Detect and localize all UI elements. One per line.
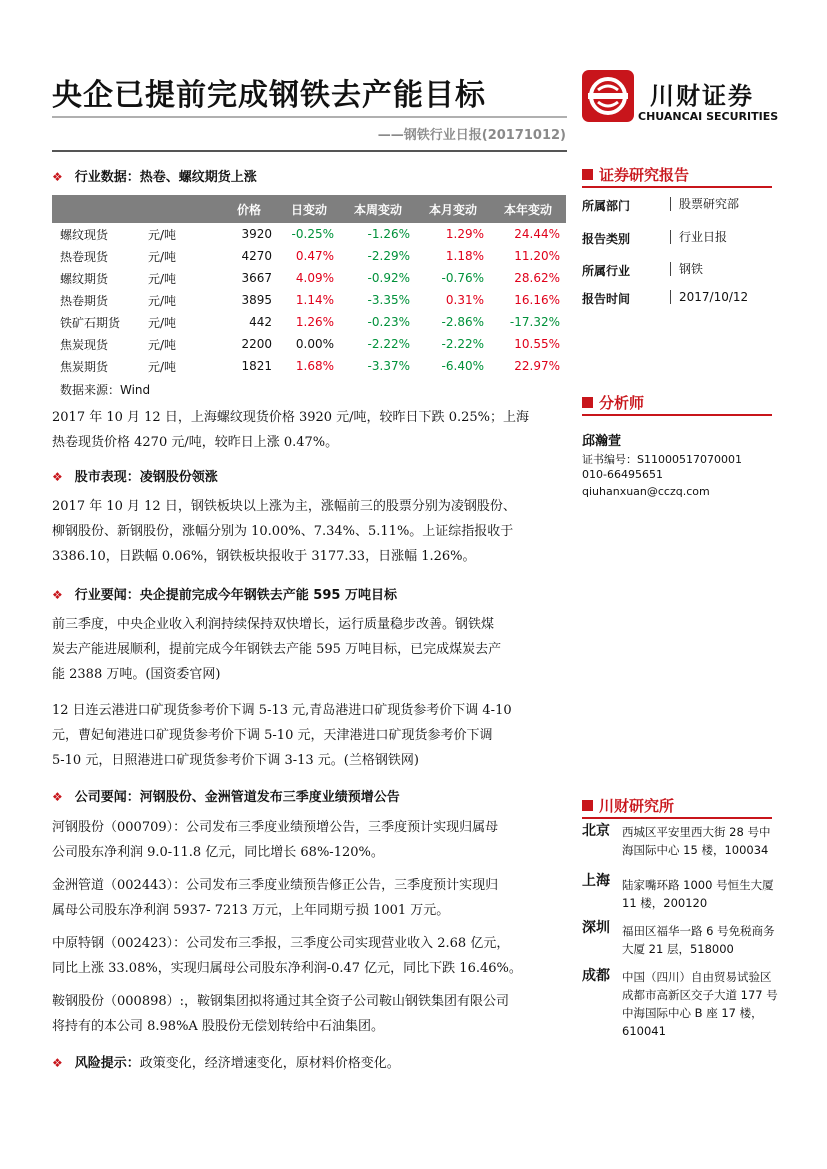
table-cell-year: 22.97% — [514, 359, 560, 373]
office-city-shenzhen: 深圳 — [582, 920, 610, 936]
table-row — [52, 289, 566, 311]
office-city-beijing: 北京 — [582, 823, 610, 839]
sidebar-divider — [582, 186, 772, 188]
meta-key-industry: 所属行业 — [582, 264, 631, 278]
col-day-change: 日变动 — [278, 195, 340, 223]
table-cell-price: 1821 — [241, 359, 272, 373]
table-cell-price: 442 — [249, 315, 272, 329]
table-cell-month: 0.31% — [445, 293, 484, 307]
meta-key-category: 报告类别 — [582, 232, 631, 246]
col-price: 价格 — [220, 195, 278, 223]
table-cell-month: 1.29% — [445, 227, 484, 241]
table-cell-day: 1.26% — [295, 315, 334, 329]
meta-key-dept: 所属部门 — [582, 199, 631, 213]
table-cell-month: -0.76% — [441, 271, 484, 285]
section-risk-heading: ❖ 风险提示：政策变化，经济增速变化，原材料价格变化。 — [52, 1056, 400, 1071]
table-cell-month: -2.86% — [441, 315, 484, 329]
table-cell-unit: 元/吨 — [148, 359, 177, 374]
table-cell-year: 10.55% — [514, 337, 560, 351]
office-city-chengdu: 成都 — [582, 968, 610, 984]
section-company-heading: ❖ 公司要闻：河钢股份、金洲管道发布三季度业绩预增公告 — [52, 790, 400, 805]
table-cell-day: 4.09% — [295, 271, 334, 285]
table-cell-day: 0.00% — [295, 337, 334, 351]
table-cell-unit: 元/吨 — [148, 227, 177, 242]
section-news-heading: ❖ 行业要闻：央企提前完成今年钢铁去产能 595 万吨目标 — [52, 588, 397, 603]
table-cell-week: -0.92% — [367, 271, 410, 285]
table-cell-week: -2.29% — [367, 249, 410, 263]
table-row — [52, 223, 566, 245]
table-cell-unit: 元/吨 — [148, 337, 177, 352]
table-cell-unit: 元/吨 — [148, 315, 177, 330]
table-cell-day: 1.68% — [295, 359, 334, 373]
table-cell-name: 热卷现货 — [60, 249, 109, 264]
table-row — [52, 311, 566, 333]
table-cell-month: 1.18% — [445, 249, 484, 263]
industry-data-paragraph: 2017 年 10 月 12 日，上海螺纹现货价格 3920 元/吨，较昨日下跌 0.25%；上海 热卷现货价格 4270 元/吨，较昨日上涨 0.47%。 — [52, 410, 529, 450]
analyst-cert: 证书编号：S1100051707000​1 — [582, 453, 742, 466]
table-cell-day: 0.47% — [295, 249, 334, 263]
market-paragraph: 2017 年 10 月 12 日，钢铁板块以上涨为主，涨幅前三的股票分别为凌钢股份、 柳钢股份、新钢股份，涨幅分别为 10.00%、7.34%、5.11%。上证综指报收于 3386.10，日跌幅 0.06%，钢铁板块报收于 3177.33，日涨幅 1.26%。 — [52, 499, 516, 564]
table-cell-week: -2.22% — [367, 337, 410, 351]
table-row — [52, 267, 566, 289]
report-subtitle: ——钢铁行业日报(20171012) — [377, 128, 566, 143]
brand-name: 川财证券 — [650, 82, 754, 110]
table-cell-year: 11.20% — [514, 249, 560, 263]
meta-value-category: 行业日报 — [670, 230, 727, 244]
office-address-beijing: 西城区平安里西大街 28 号中海国际中心 15 楼，100034 — [622, 825, 771, 857]
table-cell-day: -0.25% — [291, 227, 334, 241]
table-cell-name: 焦炭现货 — [60, 337, 109, 352]
table-cell-price: 3895 — [241, 293, 272, 307]
office-address-chengdu: 中国（四川）自由贸易试验区成都市高新区交子大道 177 号中海国际中心 B 座 17 楼，610041 — [622, 970, 778, 1038]
table-cell-price: 3667 — [241, 271, 272, 285]
analyst-name: 邱瀚萱 — [582, 434, 622, 449]
table-cell-week: -0.23% — [367, 315, 410, 329]
sidebar-institute-title: 川财研究所 — [582, 795, 674, 816]
section-industry-data-heading: ❖ 行业数据：热卷、螺纹期货上涨 — [52, 170, 257, 185]
col-week-change: 本周变动 — [340, 195, 416, 223]
company-news-3: 中原特钢（002423）：公司发布三季报，三季度公司实现营业收入 2.68 亿元， 同比上涨 33.08%，实现归属母公司股东净利润-0.47 亿元，同比下跌 16.46%。 — [52, 936, 522, 976]
table-cell-name: 焦炭期货 — [60, 359, 109, 374]
table-cell-unit: 元/吨 — [148, 271, 177, 286]
table-row — [52, 333, 566, 355]
table-cell-unit: 元/吨 — [148, 293, 177, 308]
brand-name-en: CHUANCAI SECURITIES — [638, 110, 779, 123]
company-news-4: 鞍钢股份（000898）:，鞍钢集团拟将通过其全资子公司鞍山钢铁集团有限公司 将持有的本公司 8.98%A 股股份无偿划转给中石油集团。 — [52, 994, 510, 1034]
office-address-shenzhen: 福田区福华一路 6 号免税商务大厦 21 层，518000 — [622, 924, 775, 956]
sidebar-divider — [582, 817, 772, 819]
news-paragraph-1: 前三季度，中央企业收入利润持续保持双快增长，运行质量稳步改善。钢铁煤 炭去产能进展顺利，提前完成今年钢铁去产能 595 万吨目标，已完成煤炭去产 能 2388 万吨。(国资委官网) — [52, 617, 502, 682]
table-cell-month: -2.22% — [441, 337, 484, 351]
meta-key-date: 报告时间 — [582, 292, 631, 306]
sidebar-divider — [582, 414, 772, 416]
office-city-shanghai: 上海 — [582, 873, 610, 889]
company-news-1: 河钢股份（000709）：公司发布三季度业绩预增公告，三季度预计实现归属母 公司股东净利润 9.0-11.8 亿元，同比增长 68%-120%。 — [52, 820, 499, 860]
analyst-email[interactable]: qiuhanxuan@cczq.com — [582, 485, 710, 498]
table-cell-year: 28.62% — [514, 271, 560, 285]
header-divider — [52, 116, 567, 118]
table-cell-price: 2200 — [241, 337, 272, 351]
table-cell-name: 铁矿石期货 — [60, 315, 121, 330]
table-header-row — [52, 195, 566, 223]
table-cell-week: -1.26% — [367, 227, 410, 241]
meta-value-date: 2017/10/12 — [670, 290, 748, 304]
table-cell-year: 24.44% — [514, 227, 560, 241]
table-row — [52, 355, 566, 377]
table-cell-name: 螺纹期货 — [60, 271, 109, 286]
table-cell-week: -3.35% — [367, 293, 410, 307]
data-source: 数据来源：Wind — [60, 383, 151, 397]
header-divider-bottom — [52, 150, 567, 152]
diamond-bullet-icon: ❖ — [52, 588, 63, 602]
table-cell-name: 螺纹现货 — [60, 227, 109, 242]
analyst-phone: 010-66495651 — [582, 468, 663, 481]
sidebar-report-title: 证券研究报告 — [582, 164, 689, 185]
sidebar-analyst-title: 分析师 — [582, 392, 644, 413]
meta-value-industry: 钢铁 — [670, 262, 703, 276]
news-paragraph-2: 12 日连云港进口矿现货参考价下调 5-13 元,青岛港进口矿现货参考价下调 4-10 元，曹妃甸港进口矿现货参考价下调 5-10 元，天津港进口矿现货参考价下调 5-10 元，日照港进口矿现货参考价下调 3-13 元。(兰格钢铁网) — [52, 703, 512, 768]
price-table — [52, 195, 566, 377]
table-cell-day: 1.14% — [295, 293, 334, 307]
table-cell-year: -17.32% — [509, 315, 560, 329]
diamond-bullet-icon: ❖ — [52, 1056, 63, 1070]
table-cell-month: -6.40% — [441, 359, 484, 373]
table-row — [52, 245, 566, 267]
red-square-icon — [582, 397, 593, 408]
diamond-bullet-icon: ❖ — [52, 470, 63, 484]
red-square-icon — [582, 169, 593, 180]
report-title: 央企已提前完成钢铁去产能目标 — [52, 78, 486, 113]
chuancai-logo-icon — [582, 70, 634, 122]
table-cell-week: -3.37% — [367, 359, 410, 373]
col-year-change: 本年变动 — [490, 195, 566, 223]
table-cell-unit: 元/吨 — [148, 249, 177, 264]
red-square-icon — [582, 800, 593, 811]
office-address-shanghai: 陆家嘴环路 1000 号恒生大厦 11 楼，200120 — [622, 878, 774, 910]
table-cell-price: 4270 — [241, 249, 272, 263]
table-cell-year: 16.16% — [514, 293, 560, 307]
diamond-bullet-icon: ❖ — [52, 170, 63, 184]
col-month-change: 本月变动 — [416, 195, 490, 223]
table-cell-name: 热卷期货 — [60, 293, 109, 308]
table-cell-price: 3920 — [241, 227, 272, 241]
meta-value-dept: 股票研究部 — [670, 197, 739, 211]
company-news-2: 金洲管道（002443）：公司发布三季度业绩预告修正公告，三季度预计实现归 属母公司股东净利润 5937- 7213 万元，上年同期亏损 1001 万元。 — [52, 878, 499, 918]
section-market-heading: ❖ 股市表现：凌钢股份领涨 — [52, 470, 218, 485]
diamond-bullet-icon: ❖ — [52, 790, 63, 804]
